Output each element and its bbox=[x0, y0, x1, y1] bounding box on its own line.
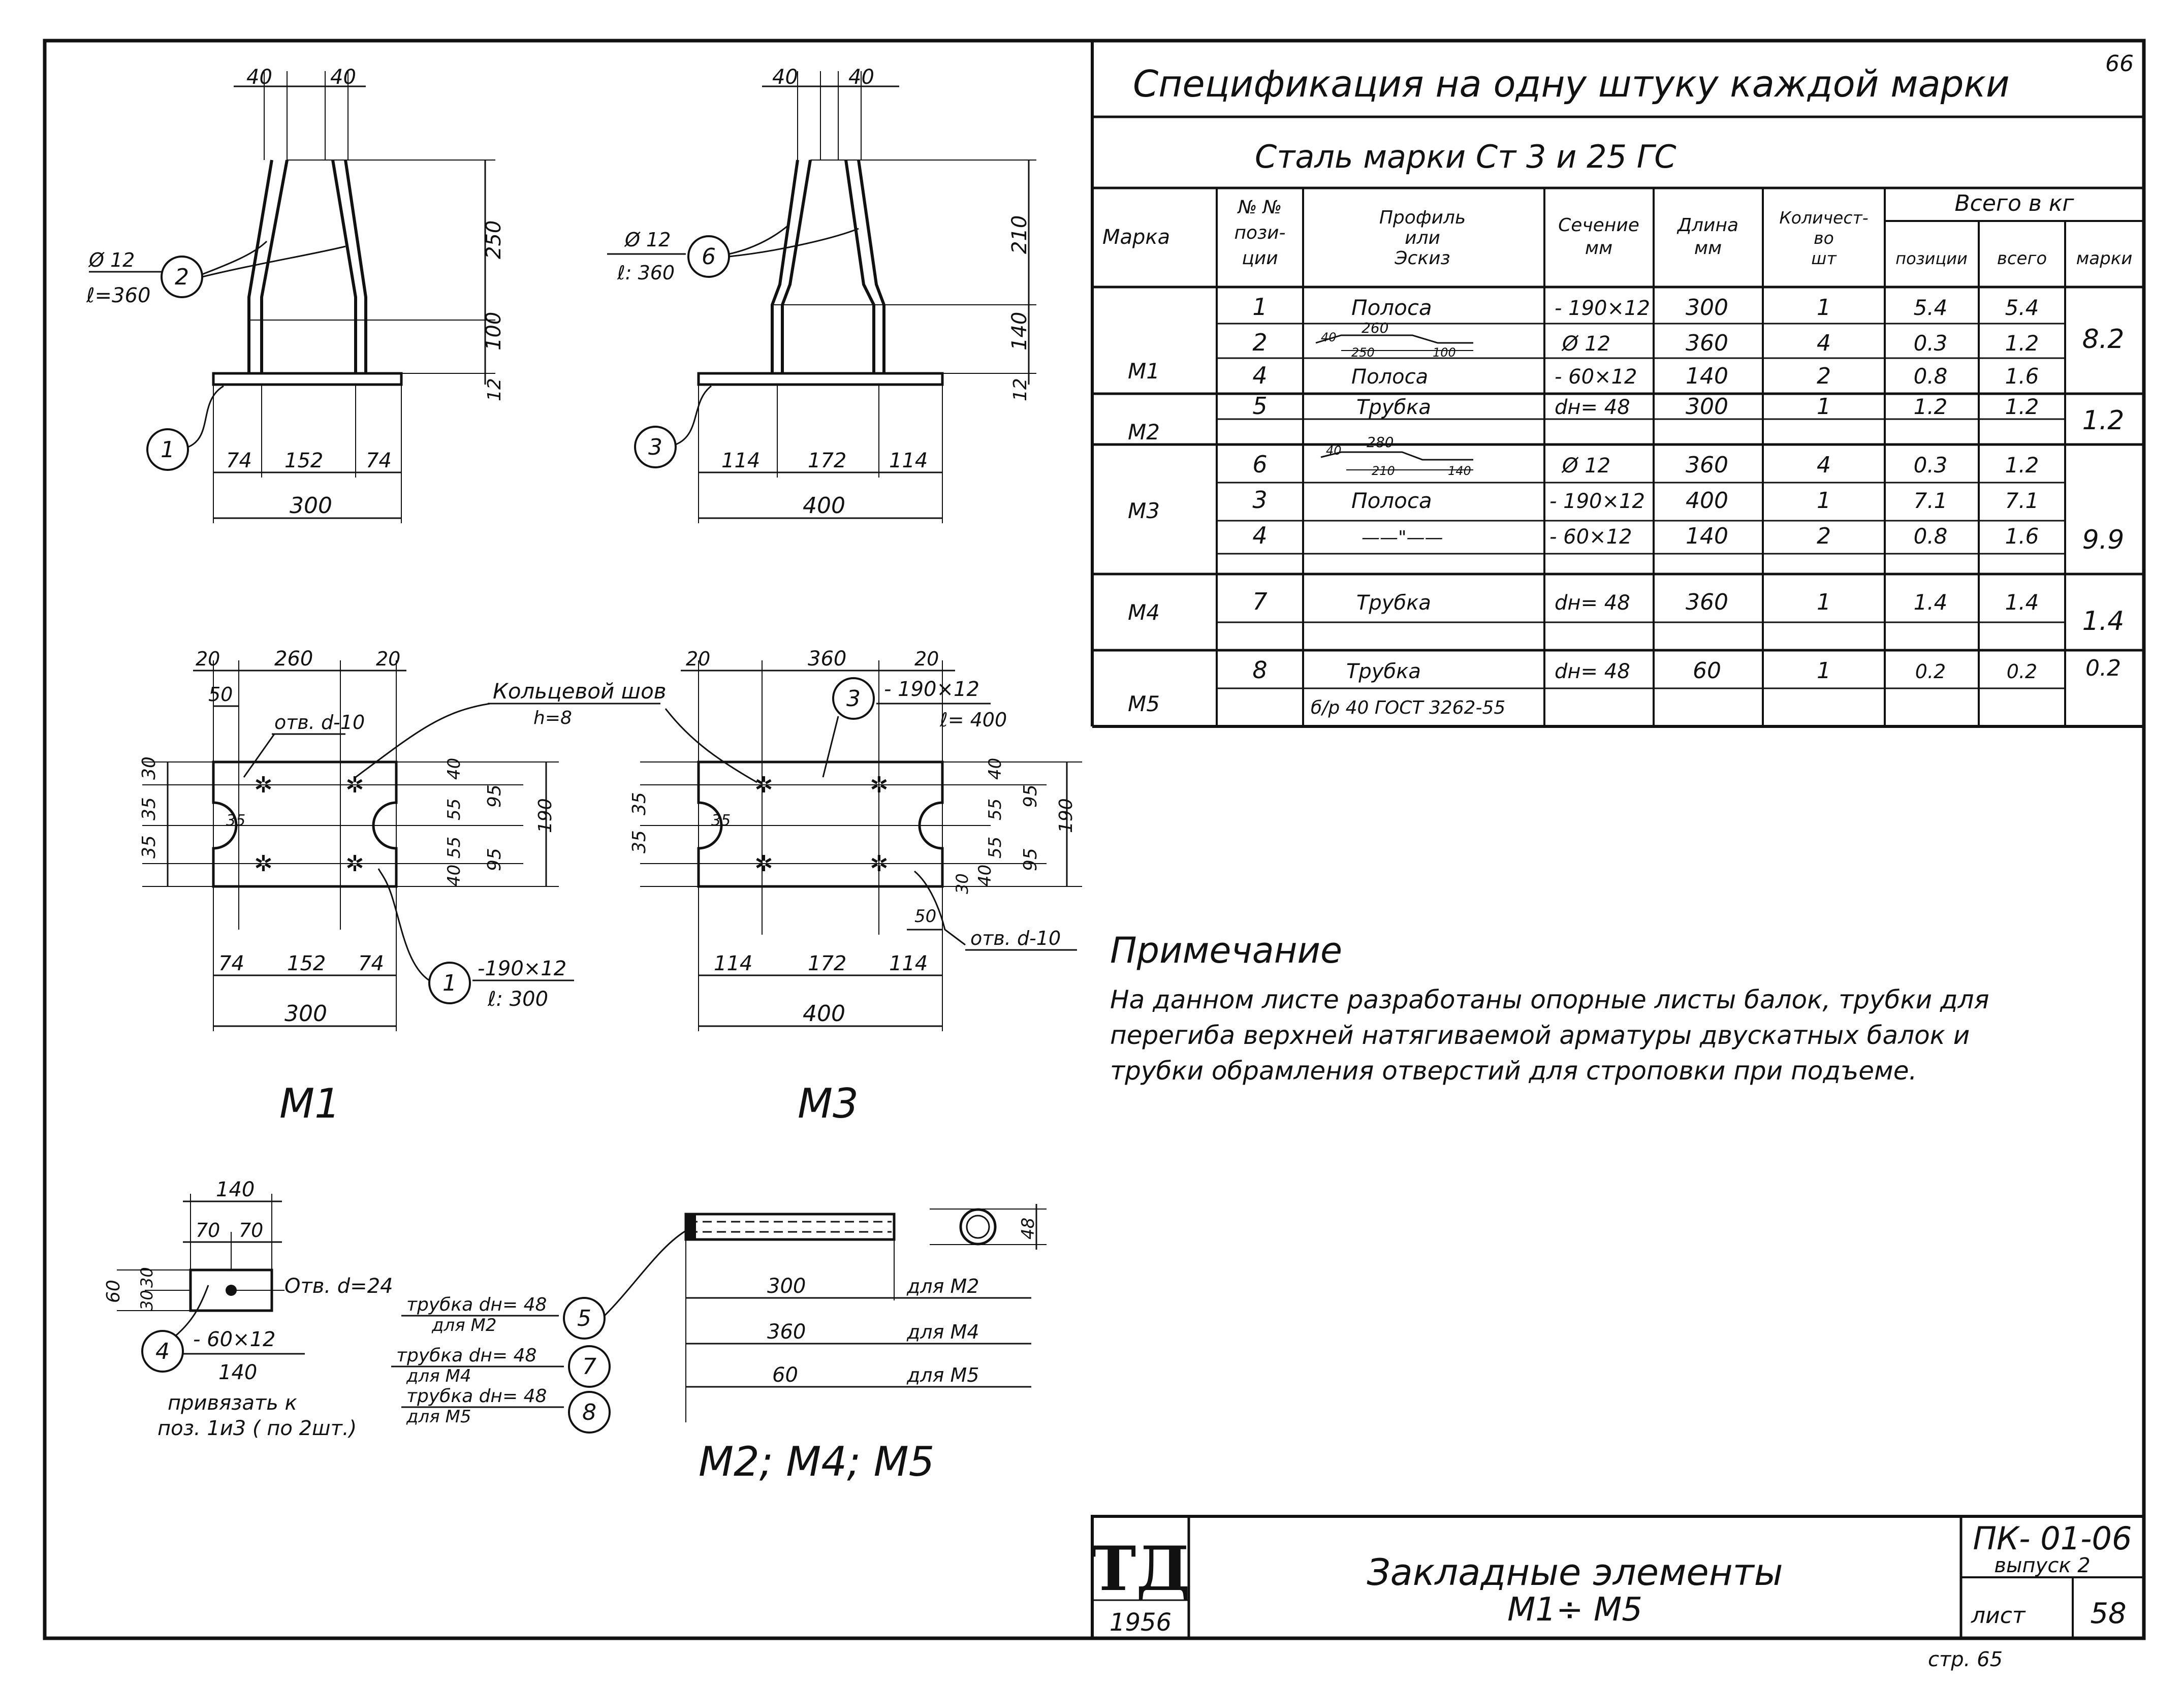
cell-section: - 190×12 bbox=[1555, 297, 1650, 320]
hdr-length-2: мм bbox=[1694, 238, 1722, 259]
row-pos-1 bbox=[1252, 293, 2039, 321]
m3p-r6: 95 bbox=[1020, 848, 1041, 871]
m1p-hole-mark-3: ✲ bbox=[254, 851, 273, 877]
cell-w-all: 1.2 bbox=[2005, 394, 2039, 419]
m3e-h1: 210 bbox=[1008, 215, 1031, 254]
tube7-circle: 7 bbox=[582, 1354, 596, 1380]
mark-m2: М2 bbox=[1128, 420, 1160, 444]
tube-callout-7 bbox=[391, 1345, 610, 1387]
m3p-r5: 95 bbox=[1020, 784, 1041, 808]
mark-total-m4: 1.4 bbox=[2082, 606, 2125, 637]
tube7-len: 360 bbox=[767, 1320, 806, 1344]
cell-pos: 6 bbox=[1252, 451, 1268, 478]
m3e-w: 400 bbox=[803, 493, 845, 519]
cell-section: - 60×12 bbox=[1549, 525, 1632, 549]
sk2-c: 140 bbox=[1448, 464, 1471, 478]
spec-subtitle: Сталь марки Ст 3 и 25 ГС bbox=[1255, 138, 1676, 175]
m3p-hole-mark-2: ✲ bbox=[870, 772, 889, 798]
row-pos-7 bbox=[1252, 588, 2039, 615]
tube7-for: для М4 bbox=[907, 1321, 979, 1343]
pos4-note2: поз. 1и3 ( по 2шт.) bbox=[157, 1417, 357, 1440]
m1e-h3: 12 bbox=[484, 378, 505, 401]
mark-total-m5: 0.2 bbox=[2085, 655, 2121, 681]
hdr-pos-1: № № bbox=[1238, 197, 1282, 218]
m1-elevation bbox=[86, 66, 505, 523]
row-pos-8 bbox=[1252, 656, 2037, 684]
m3p-b1: 114 bbox=[714, 952, 753, 975]
cell-length: 300 bbox=[1686, 295, 1728, 321]
cell-w-all: 1.6 bbox=[2005, 524, 2039, 549]
m3p-r4: 40 bbox=[975, 864, 995, 886]
mark-total-m2: 1.2 bbox=[2082, 405, 2125, 436]
m1e-d2: 40 bbox=[330, 66, 356, 89]
m1e-h1: 250 bbox=[482, 220, 505, 259]
cell-w-pos: 5.4 bbox=[1913, 295, 1948, 320]
drawing-title-1: Закладные элементы bbox=[1367, 1551, 1783, 1594]
cell-section: - 190×12 bbox=[1549, 490, 1645, 513]
m1e-circle-1: 1 bbox=[161, 437, 175, 463]
tubes-label: М2; М4; М5 bbox=[699, 1438, 935, 1485]
rod-sketch-2 bbox=[1321, 434, 1473, 478]
cell-w-pos: 7.1 bbox=[1913, 488, 1948, 513]
m3p-v30: 30 bbox=[953, 873, 972, 894]
m3e-h2: 140 bbox=[1008, 311, 1031, 351]
m3e-w3: 114 bbox=[889, 449, 928, 472]
row-pos-2 bbox=[1252, 320, 2039, 360]
m3p-t3: 20 bbox=[914, 648, 939, 670]
m1e-w3: 74 bbox=[366, 449, 392, 472]
hdr-per-mark: марки bbox=[2076, 248, 2133, 269]
tube8-text: трубка dн= 48 bbox=[406, 1386, 547, 1407]
m3p-b2: 172 bbox=[808, 952, 847, 975]
mark-total-m3: 9.9 bbox=[2082, 525, 2125, 555]
m3p-hole: отв. d-10 bbox=[970, 927, 1061, 949]
tube5-len: 300 bbox=[767, 1275, 806, 1298]
hdr-profile-2: или bbox=[1405, 228, 1440, 248]
cell-w-pos: 0.8 bbox=[1913, 364, 1948, 389]
cell-w-pos: 1.4 bbox=[1913, 590, 1948, 615]
pos4-w: 140 bbox=[216, 1178, 255, 1201]
cell-w-all: 1.4 bbox=[2005, 590, 2039, 615]
m3p-plate: - 190×12 bbox=[884, 678, 979, 701]
pos4-w1: 70 bbox=[196, 1219, 220, 1242]
rod-sketch-1 bbox=[1316, 320, 1473, 360]
m1p-hole-mark-4: ✲ bbox=[345, 851, 364, 877]
row-pos-3 bbox=[1252, 486, 2039, 514]
title-block bbox=[1091, 1516, 2144, 1671]
m1p-label: М1 bbox=[279, 1080, 340, 1127]
hdr-qty-1: Количест- bbox=[1779, 208, 1869, 228]
hdr-profile-3: Эскиз bbox=[1395, 248, 1450, 269]
m1p-r5: 95 bbox=[484, 784, 505, 808]
m3p-l3: 35 bbox=[711, 812, 731, 830]
cell-section: dн= 48 bbox=[1555, 660, 1630, 683]
tube-callout-5 bbox=[401, 1294, 605, 1339]
pos4-len: 140 bbox=[218, 1361, 258, 1384]
pos4-h: 60 bbox=[103, 1280, 124, 1303]
note-line-3: трубки обрамления отверстий для строповки при подъеме. bbox=[1110, 1056, 1917, 1086]
m1p-b: 300 bbox=[284, 1001, 327, 1027]
cell-pos: 1 bbox=[1252, 293, 1268, 321]
m1p-t3: 20 bbox=[376, 648, 401, 670]
spec-title: Спецификация на одну штуку каждой марки bbox=[1133, 62, 2010, 105]
cell-w-all: 1.2 bbox=[2005, 331, 2039, 356]
m1p-l1: 30 bbox=[139, 756, 160, 780]
m3e-h3: 12 bbox=[1010, 378, 1031, 401]
hdr-qty-3: шт bbox=[1811, 248, 1837, 268]
mark-m4: М4 bbox=[1128, 600, 1160, 625]
cell-w-all: 7.1 bbox=[2005, 488, 2039, 513]
drawing-title-2: М1÷ М5 bbox=[1507, 1591, 1642, 1629]
sheet-label: лист bbox=[1971, 1603, 2025, 1629]
m3p-hole-mark-1: ✲ bbox=[754, 772, 773, 798]
m3p-r2: 55 bbox=[985, 798, 1005, 820]
cell-section: Ø 12 bbox=[1562, 332, 1611, 356]
m3-plan bbox=[629, 647, 1082, 1127]
cell-profile: Трубка bbox=[1356, 396, 1431, 419]
m1p-r2: 55 bbox=[444, 798, 464, 820]
pos4-w2: 70 bbox=[239, 1219, 264, 1242]
cell-length: 360 bbox=[1686, 589, 1728, 615]
cell-length: 140 bbox=[1686, 523, 1728, 549]
row-pos-4b bbox=[1252, 522, 2039, 549]
hdr-pos-3: ции bbox=[1242, 248, 1278, 269]
m1p-hole-mark-2: ✲ bbox=[345, 772, 364, 798]
m1p-weld: Кольцевой шов bbox=[493, 679, 667, 704]
m3p-hole-mark-4: ✲ bbox=[870, 851, 889, 877]
m3-elevation bbox=[607, 66, 1036, 523]
m3e-d1: 40 bbox=[772, 66, 798, 89]
tube5-for: для М2 bbox=[907, 1275, 979, 1297]
sheet-frame bbox=[45, 41, 2144, 1638]
note-block bbox=[1110, 930, 1989, 1086]
pos4-circle-4: 4 bbox=[155, 1339, 170, 1364]
m1p-r1: 40 bbox=[444, 757, 464, 780]
m3p-b: 400 bbox=[803, 1001, 845, 1027]
hdr-per-pos: позиции bbox=[1895, 249, 1968, 268]
cell-length: 140 bbox=[1686, 363, 1728, 389]
m1e-rod-len: ℓ=360 bbox=[86, 284, 151, 307]
note-title: Примечание bbox=[1110, 930, 1343, 971]
m1p-l3: 35 bbox=[139, 835, 160, 859]
sk2-a: 280 bbox=[1367, 434, 1394, 451]
hdr-qty-2: во bbox=[1814, 228, 1834, 248]
m1p-plate: -190×12 bbox=[478, 957, 567, 980]
tube8-circle: 8 bbox=[582, 1400, 596, 1425]
m1e-w: 300 bbox=[290, 493, 332, 519]
cell-qty: 2 bbox=[1817, 523, 1831, 549]
m1p-b2: 152 bbox=[287, 952, 326, 975]
m1p-t4: 50 bbox=[208, 683, 233, 706]
pos4-detail bbox=[103, 1178, 393, 1440]
hdr-mark: Марка bbox=[1102, 226, 1170, 249]
m1p-hole-mark-1: ✲ bbox=[254, 772, 273, 798]
sheet-number: 58 bbox=[2090, 1597, 2127, 1630]
m3p-r3: 55 bbox=[985, 836, 1005, 859]
m1e-circle-2: 2 bbox=[175, 264, 189, 290]
tube8-len: 60 bbox=[772, 1363, 798, 1387]
m3p-r7: 190 bbox=[1056, 798, 1077, 833]
m1p-l4: 35 bbox=[226, 812, 246, 830]
m1p-r3: 55 bbox=[444, 836, 464, 859]
mark-m3: М3 bbox=[1128, 498, 1160, 523]
m3e-circle-3: 3 bbox=[648, 434, 662, 460]
m3e-w2: 172 bbox=[808, 449, 847, 472]
logo: ТД bbox=[1091, 1533, 1190, 1605]
sk1-c: 100 bbox=[1433, 345, 1456, 360]
pos4-hole: Отв. d=24 bbox=[284, 1275, 393, 1298]
tube-dia: 48 bbox=[1018, 1217, 1038, 1239]
m1p-hole: отв. d-10 bbox=[274, 711, 365, 734]
m3p-t2: 360 bbox=[808, 647, 847, 671]
cell-w-all: 0.2 bbox=[2006, 660, 2038, 683]
cell-w-pos: 0.2 bbox=[1915, 660, 1946, 683]
cell-pos: 3 bbox=[1252, 486, 1268, 514]
cell-w-pos: 0.3 bbox=[1913, 453, 1948, 478]
doc-code: ПК- 01-06 bbox=[1973, 1520, 2132, 1557]
cell-w-pos: 0.8 bbox=[1913, 524, 1948, 549]
tube5-sub: для М2 bbox=[432, 1315, 497, 1336]
m3p-l1: 35 bbox=[629, 792, 650, 815]
m3p-l2: 35 bbox=[629, 830, 650, 853]
cell-qty: 1 bbox=[1817, 658, 1831, 684]
m3p-hole-mark-3: ✲ bbox=[754, 851, 773, 877]
cell-pos: 8 bbox=[1252, 656, 1268, 684]
note-line-2: перегиба верхней натягиваемой арматуры двускатных балок и bbox=[1110, 1021, 1970, 1050]
sheet-number-top: 66 bbox=[2105, 51, 2134, 77]
m1p-r7: 190 bbox=[535, 798, 556, 833]
cell-profile: Полоса bbox=[1351, 365, 1429, 389]
sk1-d: 40 bbox=[1321, 330, 1337, 344]
cell-section: Ø 12 bbox=[1562, 454, 1611, 478]
m3p-r1: 40 bbox=[985, 757, 1005, 780]
hdr-length-1: Длина bbox=[1677, 215, 1739, 236]
m3e-w1: 114 bbox=[721, 449, 761, 472]
m1e-d1: 40 bbox=[246, 66, 272, 89]
m3p-b3: 114 bbox=[889, 952, 928, 975]
cell-pos: 5 bbox=[1252, 392, 1268, 420]
cell-qty: 1 bbox=[1817, 488, 1831, 514]
row-pos-5 bbox=[1252, 392, 2039, 420]
cell-profile: ——"—— bbox=[1362, 527, 1443, 548]
mark-total-m1: 8.2 bbox=[2082, 324, 2125, 355]
m1p-weld-h: h=8 bbox=[533, 708, 572, 728]
cell-section: dн= 48 bbox=[1555, 591, 1630, 615]
m1p-l2: 35 bbox=[139, 797, 160, 820]
m3e-d2: 40 bbox=[848, 66, 874, 89]
tube8-for: для М5 bbox=[907, 1364, 979, 1386]
sk1-b: 250 bbox=[1351, 345, 1375, 360]
row-pos-4a bbox=[1252, 362, 2039, 389]
m3e-circle-6: 6 bbox=[702, 244, 716, 270]
specification-table bbox=[1092, 62, 2144, 726]
sk2-b: 210 bbox=[1372, 464, 1395, 478]
m1e-rod: Ø 12 bbox=[89, 249, 135, 271]
cell-qty: 4 bbox=[1817, 330, 1831, 356]
sk2-d: 40 bbox=[1326, 443, 1342, 458]
hdr-profile-1: Профиль bbox=[1379, 207, 1466, 228]
mark-m1: М1 bbox=[1128, 359, 1160, 384]
cell-w-all: 1.6 bbox=[2005, 364, 2039, 389]
mark-m5: М5 bbox=[1128, 691, 1160, 716]
m1p-b1: 74 bbox=[218, 952, 244, 975]
hdr-pos-2: пози- bbox=[1234, 222, 1286, 243]
cell-length: 360 bbox=[1686, 452, 1728, 478]
hdr-section-1: Сечение bbox=[1558, 215, 1639, 236]
hdr-total: Всего в кг bbox=[1954, 190, 2074, 216]
cell-length: 360 bbox=[1686, 330, 1728, 356]
tube7-text: трубка dн= 48 bbox=[396, 1345, 537, 1366]
tube5-text: трубка dн= 48 bbox=[406, 1294, 547, 1315]
cell-length: 300 bbox=[1686, 394, 1728, 420]
hdr-all: всего bbox=[1997, 248, 2047, 269]
tube7-sub: для М4 bbox=[406, 1366, 471, 1386]
m1e-w2: 152 bbox=[284, 449, 324, 472]
m1p-r4: 40 bbox=[444, 864, 464, 886]
cell-pos: 4 bbox=[1252, 362, 1268, 389]
m1e-w1: 74 bbox=[226, 449, 252, 472]
m1p-b3: 74 bbox=[358, 952, 384, 975]
tube5-circle: 5 bbox=[577, 1306, 591, 1331]
hdr-section-2: мм bbox=[1585, 238, 1613, 259]
cell-pos: 7 bbox=[1252, 588, 1268, 615]
cell-profile: Трубка bbox=[1356, 591, 1431, 615]
cell-profile: Полоса bbox=[1351, 295, 1432, 320]
cell-w-pos: 1.2 bbox=[1913, 394, 1948, 419]
sk1-a: 260 bbox=[1362, 320, 1389, 336]
pos4-section: - 60×12 bbox=[193, 1328, 276, 1351]
cell-profile: Полоса bbox=[1351, 488, 1432, 513]
cell-section: dн= 48 bbox=[1555, 396, 1630, 419]
m3e-rod: Ø 12 bbox=[625, 229, 671, 251]
cell-qty: 1 bbox=[1817, 295, 1831, 321]
pos4-h1: 30 bbox=[137, 1267, 156, 1288]
m1p-circle-1: 1 bbox=[442, 970, 457, 996]
m1e-h2: 100 bbox=[482, 311, 505, 351]
tubes-detail bbox=[391, 1204, 1047, 1485]
note-line-1: На данном листе разработаны опорные листы балок, трубки для bbox=[1110, 985, 1989, 1014]
m3p-h50: 50 bbox=[914, 906, 937, 927]
cell-pos: 2 bbox=[1252, 329, 1268, 356]
cell-qty: 1 bbox=[1817, 394, 1831, 420]
row-pos-6 bbox=[1252, 434, 2039, 478]
year: 1956 bbox=[1109, 1608, 1172, 1637]
cell-qty: 2 bbox=[1817, 363, 1831, 389]
m1-plan bbox=[139, 647, 667, 1127]
m3e-rod-len: ℓ: 360 bbox=[617, 262, 675, 284]
cell-w-all: 5.4 bbox=[2005, 295, 2039, 320]
pos4-note1: привязать к bbox=[168, 1391, 297, 1415]
cell-section: - 60×12 bbox=[1555, 365, 1637, 389]
tube8-sub: для М5 bbox=[406, 1407, 471, 1427]
cell-length: 60 bbox=[1693, 658, 1721, 684]
cell-pos: 4 bbox=[1252, 522, 1268, 549]
cell-profile: Трубка bbox=[1346, 660, 1421, 683]
doc-issue: выпуск 2 bbox=[1994, 1554, 2091, 1577]
cell-qty: 1 bbox=[1817, 589, 1831, 615]
m1p-plate-len: ℓ: 300 bbox=[488, 988, 549, 1011]
m3p-plate-len: ℓ= 400 bbox=[940, 709, 1007, 731]
m3p-circle-3: 3 bbox=[846, 686, 861, 712]
cell-qty: 4 bbox=[1817, 452, 1831, 478]
m1p-t2: 260 bbox=[274, 647, 313, 671]
m3p-label: М3 bbox=[798, 1080, 859, 1127]
m1p-t1: 20 bbox=[196, 648, 220, 670]
cell-w-pos: 0.3 bbox=[1913, 331, 1948, 356]
gost-note: б/р 40 ГОСТ 3262-55 bbox=[1311, 697, 1506, 718]
m1p-r6: 95 bbox=[484, 848, 505, 871]
cell-length: 400 bbox=[1686, 488, 1728, 514]
cell-w-all: 1.2 bbox=[2005, 453, 2039, 478]
m3p-t1: 20 bbox=[686, 648, 711, 670]
tube-callout-8 bbox=[401, 1386, 610, 1433]
pos4-h2: 30 bbox=[137, 1290, 156, 1311]
page-ref: стр. 65 bbox=[1928, 1648, 2003, 1671]
